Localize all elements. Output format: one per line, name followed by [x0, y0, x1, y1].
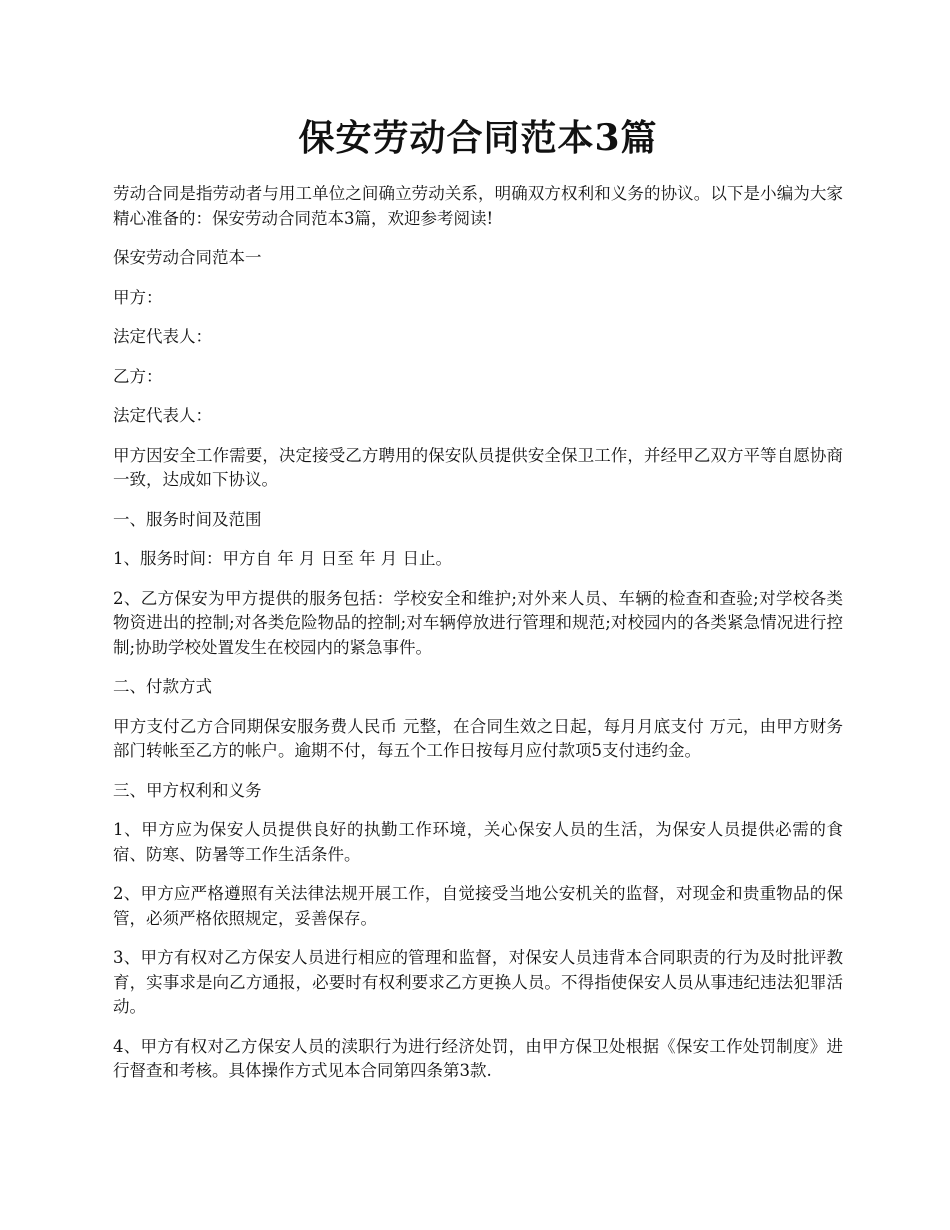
- section-heading-service: 一、服务时间及范围: [113, 509, 262, 529]
- document-page: [113, 100, 843, 1099]
- clause-service-time: 1、服务时间：甲方自 年 月 日至 年 月 日止。: [113, 549, 452, 568]
- clause-party-a-3: 3、甲方有权对乙方保安人员进行相应的管理和监督，对保安人员违背本合同职责的行为及时批评教育，实事求是向乙方通报，必要时有权利要求乙方更换人员。不得指使保安人员从事违纪违法犯罪活动。: [113, 948, 843, 1016]
- agreement-preamble: 甲方因安全工作需要，决定接受乙方聘用的保安队员提供安全保卫工作，并经甲乙双方平等自愿协商一致，达成如下协议。: [113, 445, 843, 489]
- document-title: 保安劳动合同范本3篇: [298, 117, 658, 159]
- clause-party-a-2: 2、甲方应严格遵照有关法律法规开展工作，自觉接受当地公安机关的监督，对现金和贵重物品的保管，必须严格依照规定，妥善保存。: [113, 884, 843, 928]
- party-a-label: 甲方：: [113, 287, 163, 307]
- section-heading-payment: 二、付款方式: [113, 677, 212, 696]
- section-heading-contract-one: 保安劳动合同范本一: [113, 248, 262, 267]
- intro-paragraph: 劳动合同是指劳动者与用工单位之间确立劳动关系，明确双方权利和义务的协议。以下是小编为大家精心准备的：保安劳动合同范本3篇，欢迎参考阅读!: [113, 184, 843, 228]
- party-a-legal-representative: 法定代表人：: [113, 327, 212, 346]
- clause-party-a-1: 1、甲方应为保安人员提供良好的执勤工作环境，关心保安人员的生活，为保安人员提供必需的食宿、防寒、防暑等工作生活条件。: [113, 820, 843, 864]
- clause-payment: 甲方支付乙方合同期保安服务费人民币 元整，在合同生效之日起，每月月底支付 万元，由甲方财务部门转帐至乙方的帐户。逾期不付，每五个工作日按每月应付款项5支付违约金。: [113, 716, 843, 760]
- section-heading-party-a-rights: 三、甲方权利和义务: [113, 780, 262, 800]
- clause-service-scope: 2、乙方保安为甲方提供的服务包括：学校安全和维护;对外来人员、车辆的检查和查验;对学校各类物资进出的控制;对各类危险物品的控制;对车辆停放进行管理和规范;对校园内的各类紧急情况进行控制;协助学校处置发生在校园内的紧急事件。: [113, 588, 843, 657]
- party-b-legal-representative: 法定代表人：: [113, 406, 212, 425]
- clause-party-a-4: 4、甲方有权对乙方保安人员的渎职行为进行经济处罚，由甲方保卫处根据《保安工作处罚制度》进行督查和考核。具体操作方式见本合同第四条第3款.: [113, 1036, 843, 1080]
- party-b-label: 乙方：: [113, 366, 163, 386]
